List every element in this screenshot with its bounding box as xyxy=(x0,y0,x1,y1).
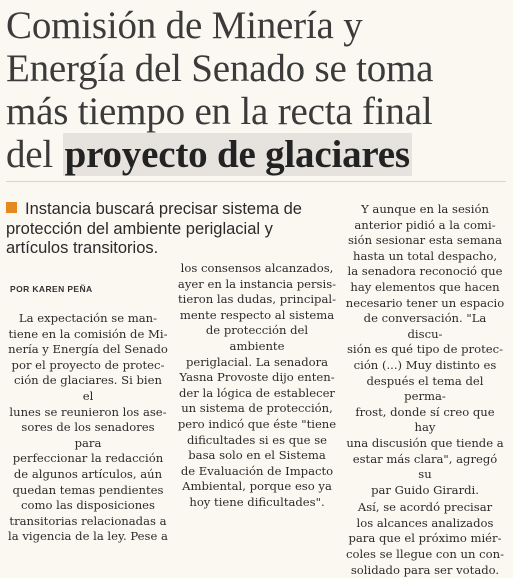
headline-line: más tiempo en la recta final xyxy=(6,90,433,133)
text-line: solidado para ser votado. xyxy=(350,562,500,577)
text-line: de protección del ambiente xyxy=(205,323,309,353)
text-line: una discusión que tiende a xyxy=(346,435,504,450)
text-line: quedan temas pendientes xyxy=(12,482,164,497)
headline-line xyxy=(6,133,511,176)
text-line: sión sesionar esta semana xyxy=(347,233,502,248)
text-line: Yasna Provoste dijo enten- xyxy=(179,370,335,385)
text-line: sores de los senadores para xyxy=(21,420,155,450)
paragraph xyxy=(345,202,505,498)
text-line: la vigencia de la ley. Pese a xyxy=(8,529,168,544)
text-line: anterior pidió a la comi- xyxy=(354,217,496,232)
article-column-2 xyxy=(177,261,337,511)
text-line: pero indicó que éste "tiene xyxy=(177,416,337,431)
text-line: como las disposiciones xyxy=(21,498,155,513)
text-line: sión es qué tipo de protec- xyxy=(346,342,504,357)
text-line: de conversación. "La discu- xyxy=(363,311,487,341)
text-line: estar más clara", agregó su xyxy=(352,451,498,482)
paragraph xyxy=(177,261,337,511)
text-line: tiene en la comisión de Mi- xyxy=(8,326,168,341)
text-line: después el tema del perma- xyxy=(366,373,484,404)
orange-square-icon xyxy=(6,202,17,213)
text-line: los alcances analizados xyxy=(356,515,494,530)
text-line: un sistema de protección, xyxy=(181,401,333,416)
text-line: Ambiental, porque eso ya xyxy=(182,479,332,494)
article-column-1 xyxy=(8,311,168,545)
paragraph xyxy=(8,311,168,545)
deck xyxy=(6,200,336,259)
text-line: ayer en la instancia persis- xyxy=(177,276,337,291)
text-line: para que el próximo miér- xyxy=(348,531,502,546)
text-line: hasta un total despacho, xyxy=(353,248,497,263)
text-line: periglacial. La senadora xyxy=(185,354,329,369)
text-line: por el proyecto de protec- xyxy=(11,357,165,372)
text-line: lunes se reunieron los ase- xyxy=(9,404,167,419)
text-line: ción de glaciares. Si bien el xyxy=(14,373,162,403)
headline-line: Comisión de Minería y xyxy=(6,4,363,47)
text-line: frost, donde sí creo que hay xyxy=(355,404,495,435)
text-line: de Evaluación de Impacto xyxy=(180,463,334,478)
text-line: la senadora reconoció que xyxy=(347,264,503,279)
text-line: Así, se acordó precisar xyxy=(357,500,493,515)
text-line: hay elementos que hacen xyxy=(350,279,500,294)
text-line: perfeccionar la redacción xyxy=(12,451,164,466)
paragraph xyxy=(345,500,505,578)
text-line: mente respecto al sistema xyxy=(179,307,335,322)
article-column-3 xyxy=(345,202,505,578)
headline xyxy=(6,4,511,176)
text-line: necesario tener un espacio xyxy=(345,295,505,310)
text-line: basa solo en el Sistema xyxy=(188,448,326,463)
text-line: tieron las dudas, principal- xyxy=(178,292,336,307)
byline: POR KAREN PEÑA xyxy=(10,284,93,294)
text-line: La expectación se man- xyxy=(18,311,158,325)
text-line: transitorias relacionadas a xyxy=(9,513,167,528)
headline-line-start: del xyxy=(6,133,63,176)
text-line: der la lógica de establecer xyxy=(179,385,335,400)
divider xyxy=(6,181,506,182)
text-line: los consensos alcanzados, xyxy=(180,261,334,275)
headline-line: Energía del Senado se toma xyxy=(6,47,434,90)
text-line: par Guido Girardi. xyxy=(371,482,479,497)
text-line: hoy tiene dificultades". xyxy=(189,494,325,509)
deck-text: Instancia buscará precisar sistema de protección del ambiente periglacial y artículos transitorios. xyxy=(6,200,302,257)
text-line: de algunos artículos, aún xyxy=(13,466,163,481)
text-line: Y aunque en la sesión xyxy=(361,202,489,216)
text-line: nería y Energía del Senado xyxy=(8,342,168,357)
text-line: dificultades si es que se xyxy=(186,432,328,447)
headline-highlight: proyecto de glaciares xyxy=(64,133,410,176)
text-line: ción (...) Muy distinto es xyxy=(353,357,497,372)
text-line: coles se llegue con un con- xyxy=(346,547,504,562)
